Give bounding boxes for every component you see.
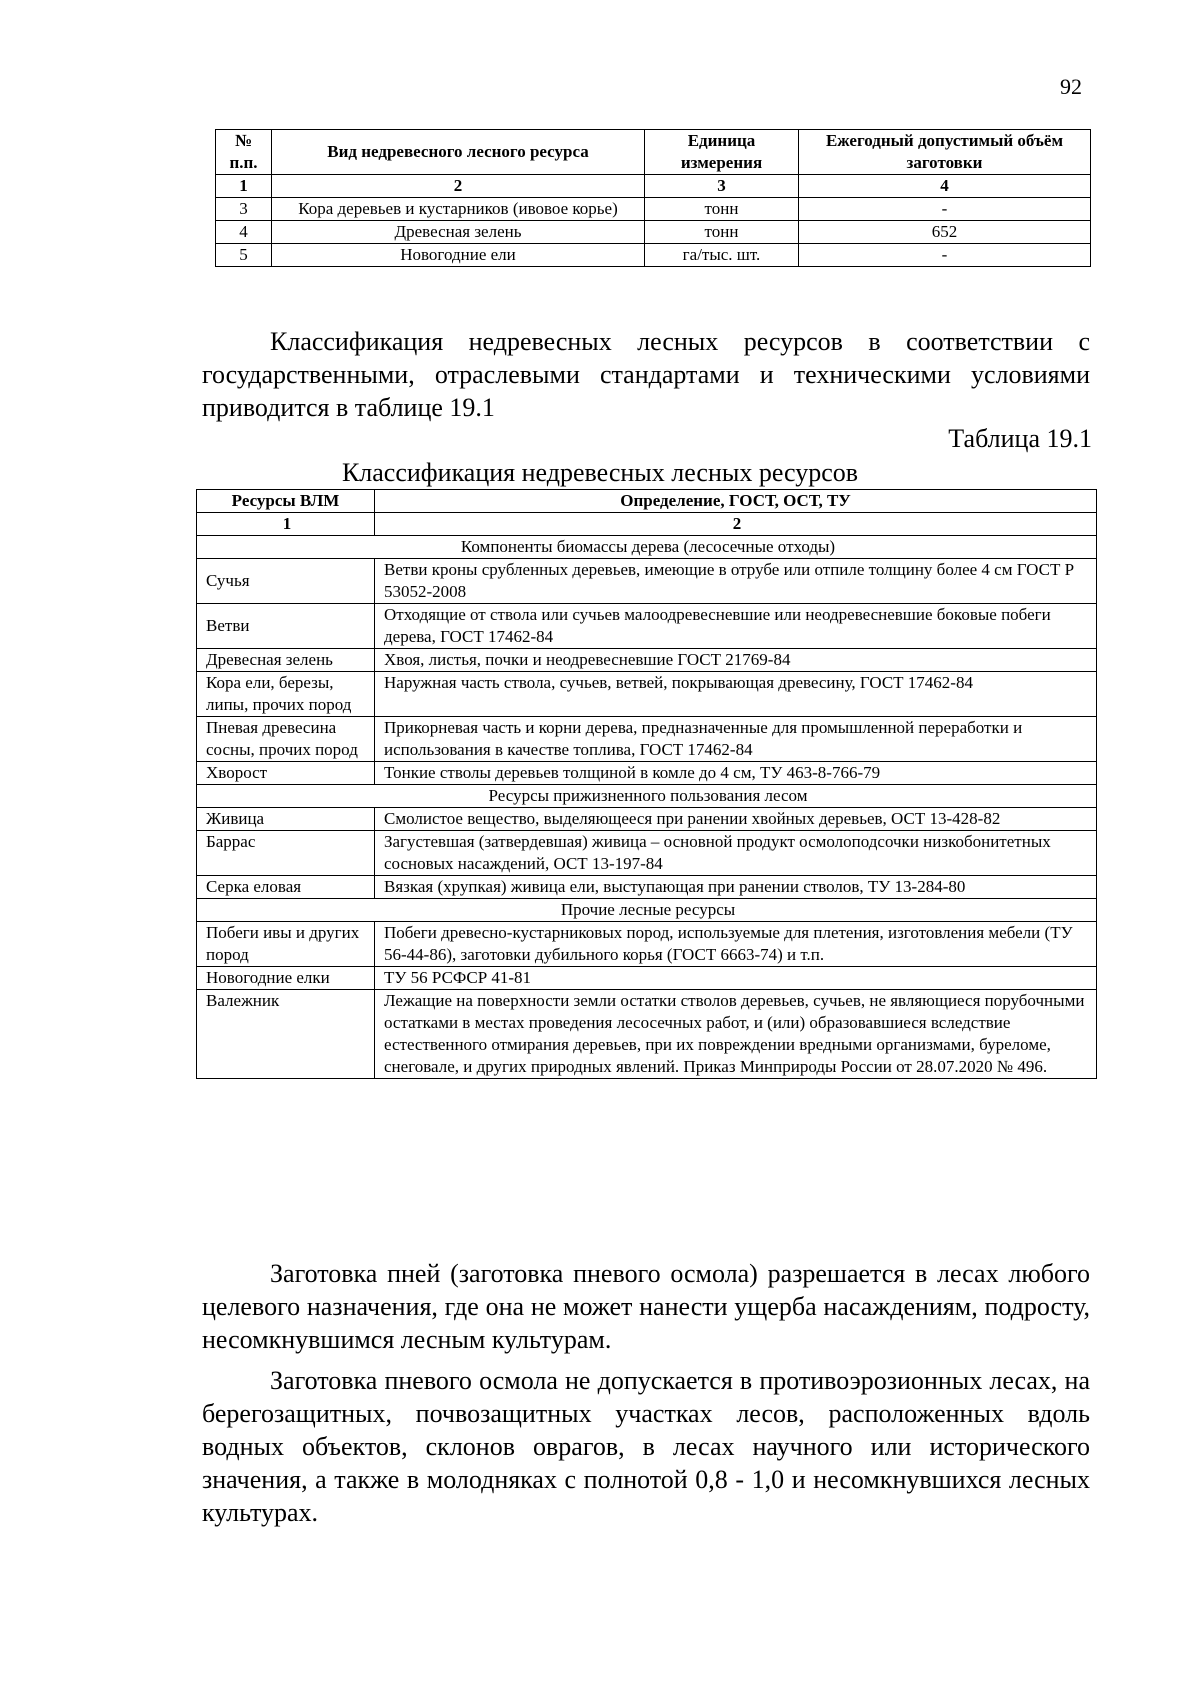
column-number: 4 bbox=[799, 175, 1091, 198]
resource-name: Серка еловая bbox=[197, 876, 375, 899]
table-title: Классификация недревесных лесных ресурсов bbox=[341, 458, 859, 487]
definition: Отходящие от ствола или сучьев малоодревесневшие или неодревесневшие боковые побеги дерева, ГОСТ 17462-84 bbox=[375, 604, 1097, 649]
resource-name: Кора деревьев и кустарников (ивовое корье) bbox=[272, 198, 645, 221]
definition: Загустевшая (затвердевшая) живица – основной продукт осмолоподсочки низкобонитетных сосновых насаждений, ОСТ 13-197-84 bbox=[375, 831, 1097, 876]
table-reference: Таблица 19.1 bbox=[948, 424, 1092, 453]
table-row bbox=[197, 967, 1097, 990]
row-number: 3 bbox=[216, 198, 272, 221]
section-title: Прочие лесные ресурсы bbox=[197, 899, 1097, 922]
resource-name: Кора ели, березы, липы, прочих пород bbox=[197, 672, 375, 717]
definition: ТУ 56 РСФСР 41-81 bbox=[375, 967, 1097, 990]
column-number-row bbox=[197, 513, 1097, 536]
header-resource: Вид недревесного лесного ресурса bbox=[272, 130, 645, 175]
resource-name: Ветви bbox=[197, 604, 375, 649]
paragraph-text: Заготовка пневого осмола не допускается в противоэрозионных лесах, на берегозащитных, почвозащитных участках лесов, расположенных вдоль водных объектов, склонов оврагов, в лесах научного или исторического значения, а также в молодняках с полнотой 0,8 - 1,0 и несомкнувшихся лесных культурах. bbox=[202, 1366, 1090, 1527]
resource-name: Новогодние ели bbox=[272, 244, 645, 267]
definition: Хвоя, листья, почки и неодревесневшие ГОСТ 21769-84 bbox=[375, 649, 1097, 672]
volume: 652 bbox=[799, 221, 1091, 244]
resource-name: Новогодние елки bbox=[197, 967, 375, 990]
table-header-row bbox=[197, 490, 1097, 513]
header-number: № п.п. bbox=[216, 130, 272, 175]
table-row bbox=[216, 244, 1091, 267]
table-row bbox=[197, 922, 1097, 967]
page-number: 92 bbox=[1060, 74, 1082, 99]
table-row bbox=[197, 672, 1097, 717]
header-definition: Определение, ГОСТ, ОСТ, ТУ bbox=[375, 490, 1097, 513]
row-number: 5 bbox=[216, 244, 272, 267]
table-row bbox=[216, 221, 1091, 244]
column-number: 3 bbox=[645, 175, 799, 198]
resource-name: Древесная зелень bbox=[272, 221, 645, 244]
column-number: 2 bbox=[272, 175, 645, 198]
resource-name: Живица bbox=[197, 808, 375, 831]
definition: Ветви кроны срубленных деревьев, имеющие в отрубе или отпиле толщину более 4 см ГОСТ Р 53052-2008 bbox=[375, 559, 1097, 604]
paragraph bbox=[202, 325, 1090, 424]
definition: Лежащие на поверхности земли остатки стволов деревьев, сучьев, не являющиеся порубочными остатками в местах проведения лесосечных работ, и (или) образовавшиеся вследствие естественного отмирания деревьев, при их повреждении вредными организмами, буреломе, снеговале, и других природных явлений. Приказ Минприроды России от 28.07.2020 № 496. bbox=[375, 990, 1097, 1079]
unit: тонн bbox=[645, 221, 799, 244]
paragraph-text: Заготовка пней (заготовка пневого осмола) разрешается в лесах любого целевого назначения, где она не может нанести ущерба насаждениям, подросту, несомкнувшимся лесным культурам. bbox=[202, 1259, 1090, 1354]
definition: Вязкая (хрупкая) живица ели, выступающая при ранении стволов, ТУ 13-284-80 bbox=[375, 876, 1097, 899]
classification-table bbox=[196, 489, 1097, 1079]
unit: тонн bbox=[645, 198, 799, 221]
volume: - bbox=[799, 198, 1091, 221]
table-row bbox=[197, 808, 1097, 831]
header-resource: Ресурсы ВЛМ bbox=[197, 490, 375, 513]
table-row bbox=[197, 876, 1097, 899]
column-number: 1 bbox=[216, 175, 272, 198]
resource-volume-table bbox=[215, 129, 1091, 267]
table-row bbox=[197, 604, 1097, 649]
table-row bbox=[197, 649, 1097, 672]
table-row bbox=[197, 990, 1097, 1079]
resource-name: Валежник bbox=[197, 990, 375, 1079]
section-row bbox=[197, 899, 1097, 922]
definition: Прикорневая часть и корни дерева, предназначенные для промышленной переработки и использования в качестве топлива, ГОСТ 17462-84 bbox=[375, 717, 1097, 762]
header-volume: Ежегодный допустимый объём заготовки bbox=[799, 130, 1091, 175]
section-title: Компоненты биомассы дерева (лесосечные отходы) bbox=[197, 536, 1097, 559]
section-title: Ресурсы прижизненного пользования лесом bbox=[197, 785, 1097, 808]
row-number: 4 bbox=[216, 221, 272, 244]
definition: Тонкие стволы деревьев толщиной в комле до 4 см, ТУ 463-8-766-79 bbox=[375, 762, 1097, 785]
header-unit: Единица измерения bbox=[645, 130, 799, 175]
definition: Смолистое вещество, выделяющееся при ранении хвойных деревьев, ОСТ 13-428-82 bbox=[375, 808, 1097, 831]
resource-name: Древесная зелень bbox=[197, 649, 375, 672]
table-header-row bbox=[216, 130, 1091, 175]
column-number-row bbox=[216, 175, 1091, 198]
table-row bbox=[216, 198, 1091, 221]
unit: га/тыс. шт. bbox=[645, 244, 799, 267]
section-row bbox=[197, 785, 1097, 808]
table-row bbox=[197, 559, 1097, 604]
definition: Побеги древесно-кустарниковых пород, используемые для плетения, изготовления мебели (ТУ 56-44-86), заготовки дубильного корья (ГОСТ 6663-74) и т.п. bbox=[375, 922, 1097, 967]
resource-name: Побеги ивы и других пород bbox=[197, 922, 375, 967]
table-row bbox=[197, 762, 1097, 785]
column-number: 1 bbox=[197, 513, 375, 536]
definition: Наружная часть ствола, сучьев, ветвей, покрывающая древесину, ГОСТ 17462-84 bbox=[375, 672, 1097, 717]
table-row bbox=[197, 717, 1097, 762]
resource-name: Хворост bbox=[197, 762, 375, 785]
resource-name: Баррас bbox=[197, 831, 375, 876]
section-row bbox=[197, 536, 1097, 559]
resource-name: Пневая древесина сосны, прочих пород bbox=[197, 717, 375, 762]
column-number: 2 bbox=[375, 513, 1097, 536]
table-row bbox=[197, 831, 1097, 876]
resource-name: Сучья bbox=[197, 559, 375, 604]
paragraph bbox=[202, 1257, 1090, 1356]
paragraph-text: Классификация недревесных лесных ресурсов в соответствии с государственными, отраслевыми стандартами и техническими условиями приводится в таблице 19.1 bbox=[202, 327, 1090, 422]
paragraph bbox=[202, 1364, 1090, 1529]
volume: - bbox=[799, 244, 1091, 267]
